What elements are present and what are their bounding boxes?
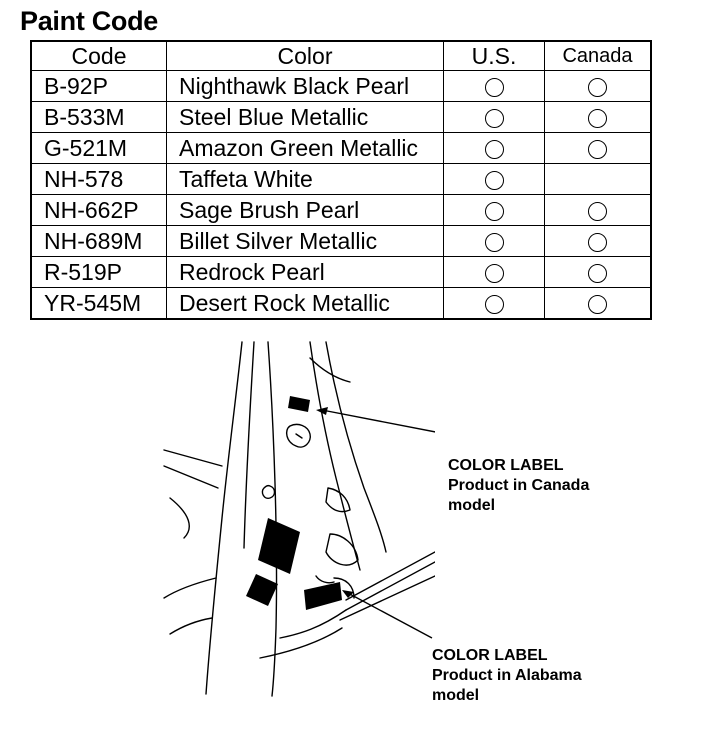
paint-code-cell: B-533M [31,102,167,133]
bracket-shape [326,534,358,565]
door-edge [164,450,222,466]
table-row [31,288,651,320]
color-name-cell: Sage Brush Pearl [167,195,444,226]
paint-code-cell: G-521M [31,133,167,164]
hole-shape [262,486,274,499]
table-row [31,257,651,288]
table-header-row [31,41,651,71]
available-circle-icon [485,233,504,252]
availability-canada-cell [545,195,652,226]
callout-canada-line1: COLOR LABEL [448,457,564,474]
availability-canada-cell [545,257,652,288]
availability-us-cell [444,226,545,257]
sill-edge [280,610,346,638]
callout-canada-line2: Product in Canada [448,477,590,494]
available-circle-icon [485,78,504,97]
page-title: Paint Code [20,6,159,36]
header-code: Code [31,41,167,71]
header-us: U.S. [444,41,545,71]
availability-canada-cell [545,164,652,195]
availability-us-cell [444,164,545,195]
callout-alabama-line3: model [432,687,480,704]
striker-shape [296,434,302,438]
pillar-edge [326,342,386,552]
callout-canada-line3: model [448,497,496,514]
paint-code-cell: NH-689M [31,226,167,257]
available-circle-icon [485,171,504,190]
availability-canada-cell [545,226,652,257]
callout-canada [448,456,589,516]
available-circle-icon [588,233,607,252]
color-name-cell: Redrock Pearl [167,257,444,288]
door-edge [170,498,189,538]
availability-canada-cell [545,71,652,102]
door-pillar-illustration [150,338,435,698]
color-name-cell: Taffeta White [167,164,444,195]
table-row [31,102,651,133]
available-circle-icon [485,109,504,128]
availability-canada-cell [545,133,652,164]
table-row [31,226,651,257]
available-circle-icon [485,202,504,221]
available-circle-icon [485,264,504,283]
callout-alabama-line2: Product in Alabama [432,667,582,684]
color-label-canada [288,396,310,412]
header-canada: Canada [545,41,652,71]
paint-code-cell: NH-662P [31,195,167,226]
leader-line-alabama [346,592,432,638]
sticker-shape [246,574,278,606]
color-name-cell: Nighthawk Black Pearl [167,71,444,102]
available-circle-icon [485,295,504,314]
available-circle-icon [588,140,607,159]
table-row [31,195,651,226]
paint-code-table [30,40,652,320]
available-circle-icon [588,264,607,283]
availability-us-cell [444,257,545,288]
pillar-edge [206,342,242,694]
availability-us-cell [444,71,545,102]
door-edge [170,618,212,634]
header-color: Color [167,41,444,71]
available-circle-icon [588,295,607,314]
available-circle-icon [588,78,607,97]
callout-alabama [432,646,582,706]
color-name-cell: Amazon Green Metallic [167,133,444,164]
color-name-cell: Desert Rock Metallic [167,288,444,320]
paint-code-cell: R-519P [31,257,167,288]
pillar-edge [244,342,254,548]
bracket-shape [316,576,334,583]
availability-canada-cell [545,288,652,320]
door-edge [164,578,216,598]
color-name-cell: Steel Blue Metallic [167,102,444,133]
color-name-cell: Billet Silver Metallic [167,226,444,257]
availability-us-cell [444,102,545,133]
paint-code-cell: NH-578 [31,164,167,195]
availability-us-cell [444,288,545,320]
color-label-alabama [304,582,342,610]
availability-canada-cell [545,102,652,133]
table-body [31,71,651,320]
sticker-shape [258,518,300,574]
table-row [31,71,651,102]
paint-code-cell: B-92P [31,71,167,102]
door-edge [164,466,218,488]
availability-us-cell [444,133,545,164]
sill-edge [346,552,435,600]
available-circle-icon [588,202,607,221]
bracket-shape [326,488,350,512]
table-row [31,164,651,195]
paint-code-cell: YR-545M [31,288,167,320]
leader-line-canada [322,410,435,434]
availability-us-cell [444,195,545,226]
table-row [31,133,651,164]
callout-alabama-line1: COLOR LABEL [432,647,548,664]
available-circle-icon [485,140,504,159]
available-circle-icon [588,109,607,128]
